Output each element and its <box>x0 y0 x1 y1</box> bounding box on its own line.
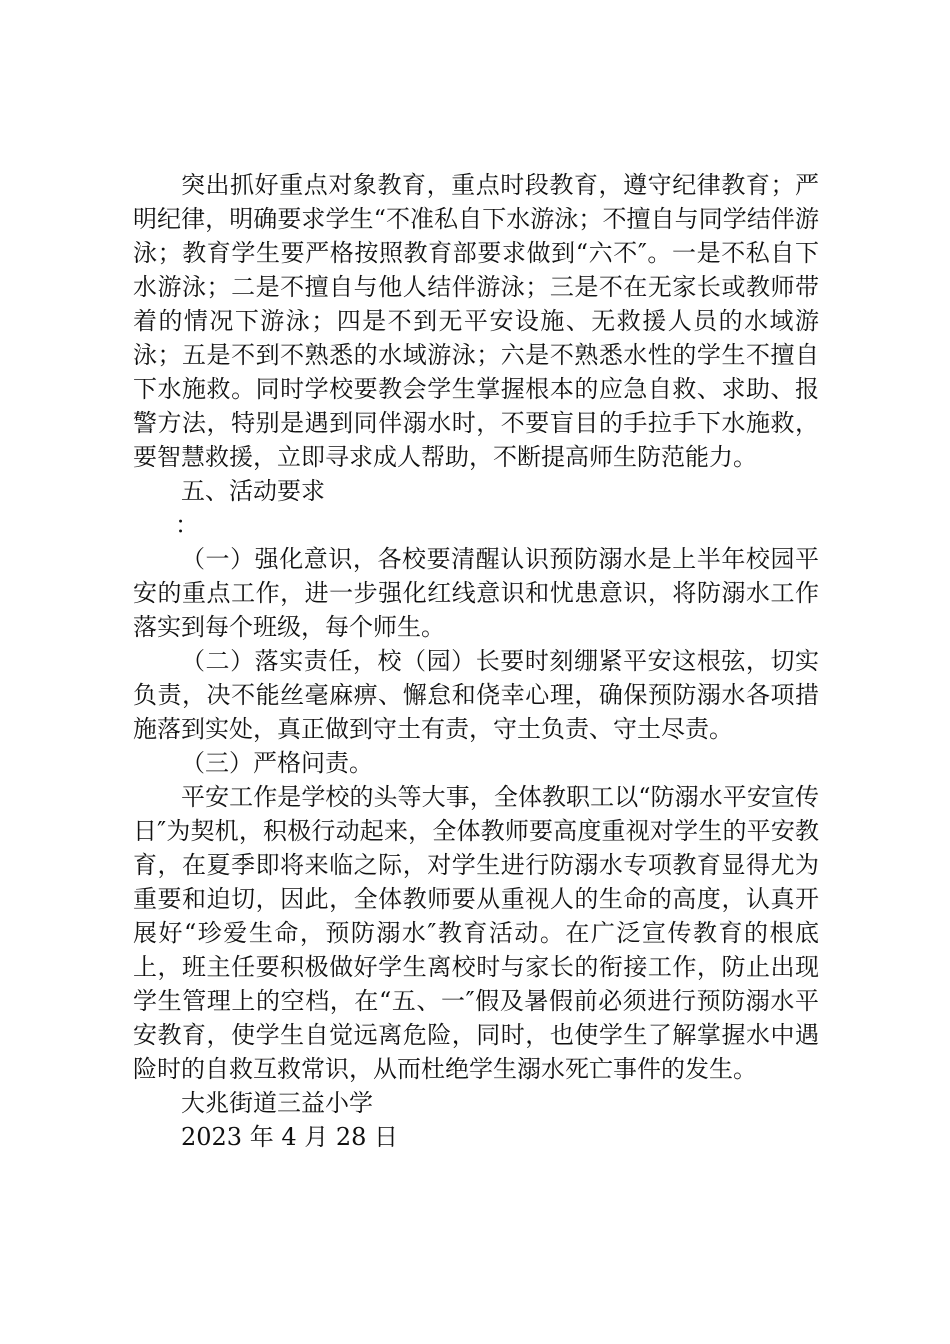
document-body <box>133 168 819 1154</box>
paragraph-requirement-1: （一）强化意识，各校要清醒认识预防溺水是上半年校园平安的重点工作，进一步强化红线意识和忧患意识，将防溺水工作落实到每个班级，每个师生。 <box>133 545 819 641</box>
paragraph-requirement-3: （三）严格问责。 <box>181 749 373 777</box>
paragraph-safety-education: 突出抓好重点对象教育，重点时段教育，遵守纪律教育；严明纪律，明确要求学生“不准私自下水游泳；不擅自与同学结伴游泳；教育学生要严格按照教育部要求做到“六不″。一是不私自下水游泳；二是不擅自与他人结伴游泳；三是不在无家长或教师带着的情况下游泳；四是不到无平安设施、无救援人员的水域游泳；五是不到不熟悉的水域游泳；六是不熟悉水性的学生不擅自下水施救。同时学校要教会学生掌握根本的应急自救、求助、报警方法，特别是遇到同伴溺水时，不要盲目的手拉手下水施救，要智慧救援，立即寻求成人帮助，不断提高师生防范能力。 <box>133 171 819 471</box>
stray-colon: ： <box>175 511 199 539</box>
section-heading-activity-requirements: 五、活动要求 <box>181 477 325 505</box>
signature-date: 2023 年 4 月 28 日 <box>181 1123 399 1151</box>
signature-organization: 大兆街道三益小学 <box>181 1089 373 1117</box>
paragraph-requirement-2: （二）落实责任，校（园）长要时刻绷紧平安这根弦，切实负责，决不能丝毫麻痹、懈怠和侥幸心理，确保预防溺水各项措施落到实处，真正做到守土有责，守土负责、守土尽责。 <box>133 647 819 743</box>
paragraph-safety-work: 平安工作是学校的头等大事，全体教职工以“防溺水平安宣传日″为契机，积极行动起来，全体教师要高度重视对学生的平安教育，在夏季即将来临之际，对学生进行防溺水专项教育显得尤为重要和迫切，因此，全体教师要从重视人的生命的高度，认真开展好“珍爱生命，预防溺水″教育活动。在广泛宣传教育的根底上，班主任要积极做好学生离校时与家长的衔接工作，防止出现学生管理上的空档，在“五、一″假及暑假前必须进行预防溺水平安教育，使学生自觉远离危险，同时，也使学生了解掌握水中遇险时的自救互救常识，从而杜绝学生溺水死亡事件的发生。 <box>133 783 819 1083</box>
